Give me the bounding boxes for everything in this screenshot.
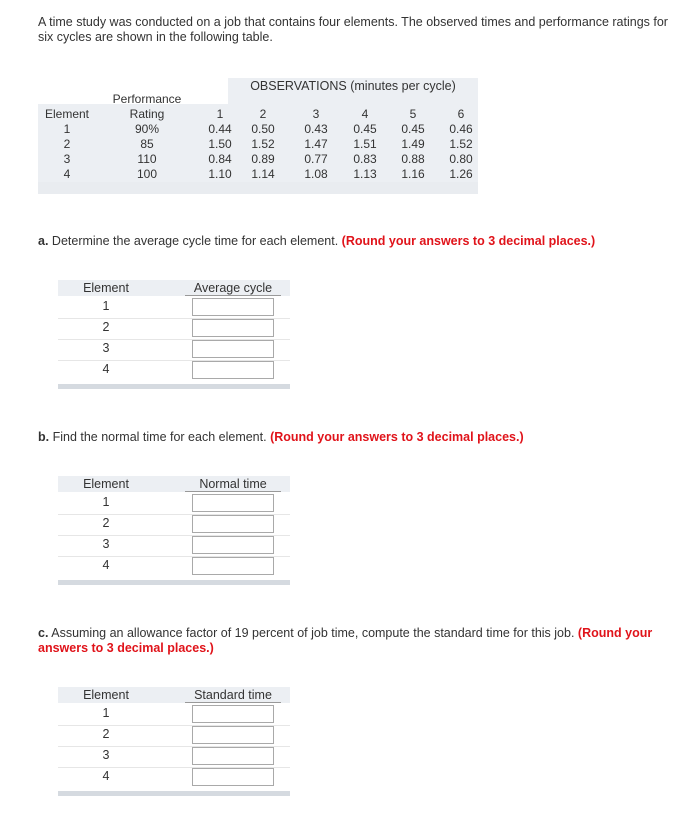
- time-cell: 1.50: [208, 137, 232, 151]
- time-cell: 0.83: [353, 152, 377, 166]
- part_b-element-2: 2: [102, 516, 110, 530]
- time-cell: 0.77: [304, 152, 328, 166]
- part_c-col-value: Standard time: [185, 688, 281, 703]
- time-cell: 0.43: [304, 122, 328, 136]
- part_a-element-3: 3: [102, 341, 110, 355]
- element-header: Element: [44, 107, 90, 121]
- part_c-answer-input-4[interactable]: [192, 768, 274, 786]
- rating-header-line1: Performance: [112, 92, 182, 106]
- part-a-text: Determine the average cycle time for each element.: [51, 234, 339, 248]
- part-a-question: [38, 234, 668, 249]
- part-b-text: Find the normal time for each element.: [52, 430, 267, 444]
- time-cell: 0.89: [251, 152, 275, 166]
- part_c-answer-input-1[interactable]: [192, 705, 274, 723]
- part_b-element-1: 1: [102, 495, 110, 509]
- cycle-header: 2: [259, 107, 267, 121]
- part_c-col-element: Element: [83, 688, 129, 702]
- time-cell: 1.52: [251, 137, 275, 151]
- time-cell: 1.10: [208, 167, 232, 181]
- part-c-label: c.: [38, 626, 49, 640]
- part_c-answer-input-3[interactable]: [192, 747, 274, 765]
- part_b-element-4: 4: [102, 558, 110, 572]
- part_a-element-4: 4: [102, 362, 110, 376]
- part-a-label: a.: [38, 234, 49, 248]
- part_a-answer-input-2[interactable]: [192, 319, 274, 337]
- part-a-note: (Round your answers to 3 decimal places.): [341, 234, 596, 248]
- cycle-header: 3: [312, 107, 320, 121]
- part-b-note: (Round your answers to 3 decimal places.): [270, 430, 524, 444]
- element-cell: 2: [63, 137, 71, 151]
- time-cell: 1.08: [304, 167, 328, 181]
- part_b-footer-band: [58, 580, 290, 585]
- part_c-footer-band: [58, 791, 290, 796]
- time-cell: 1.49: [401, 137, 425, 151]
- part-a-answer-table: [58, 280, 290, 391]
- part_c-element-3: 3: [102, 748, 110, 762]
- cycle-header: 1: [216, 107, 224, 121]
- part_c-answer-input-2[interactable]: [192, 726, 274, 744]
- cycle-header: 5: [409, 107, 417, 121]
- rating-cell: 90%: [134, 122, 160, 136]
- part_a-footer-band: [58, 384, 290, 389]
- part_a-answer-input-4[interactable]: [192, 361, 274, 379]
- part_b-answer-input-2[interactable]: [192, 515, 274, 533]
- part_a-element-1: 1: [102, 299, 110, 313]
- time-cell: 0.80: [449, 152, 473, 166]
- time-cell: 0.50: [251, 122, 275, 136]
- part-b-answer-table: [58, 476, 290, 587]
- part_a-col-element: Element: [83, 281, 129, 295]
- element-cell: 4: [63, 167, 71, 181]
- part-c-text: Assuming an allowance factor of 19 percent of job time, compute the standard time for this job.: [51, 626, 575, 640]
- problem-intro: A time study was conducted on a job that contains four elements. The observed times and performance ratings for six cycles are shown in the following table.: [38, 15, 668, 44]
- part-b-label: b.: [38, 430, 50, 444]
- cycle-header: 4: [361, 107, 369, 121]
- time-cell: 1.16: [401, 167, 425, 181]
- part_b-col-element: Element: [83, 477, 129, 491]
- part_a-col-value: Average cycle: [185, 281, 281, 296]
- part-b-question: [38, 430, 668, 445]
- part_b-answer-input-4[interactable]: [192, 557, 274, 575]
- time-cell: 0.84: [208, 152, 232, 166]
- time-cell: 1.14: [251, 167, 275, 181]
- part_b-element-3: 3: [102, 537, 110, 551]
- rating-cell: 85: [140, 137, 154, 151]
- part_b-answer-input-3[interactable]: [192, 536, 274, 554]
- element-cell: 3: [63, 152, 71, 166]
- observations-footer-band: [38, 182, 478, 194]
- time-cell: 1.51: [353, 137, 377, 151]
- time-cell: 0.88: [401, 152, 425, 166]
- observations-table: [38, 78, 478, 194]
- cycle-header: 6: [457, 107, 465, 121]
- rating-cell: 110: [137, 152, 157, 166]
- part_a-answer-input-1[interactable]: [192, 298, 274, 316]
- part-c-note: (Round your answers to 3 decimal places.): [38, 626, 653, 655]
- time-cell: 0.45: [401, 122, 425, 136]
- rating-cell: 100: [136, 167, 158, 181]
- time-cell: 1.26: [449, 167, 473, 181]
- part_b-answer-input-1[interactable]: [192, 494, 274, 512]
- rating-header-line2: Rating: [129, 107, 165, 121]
- time-cell: 0.44: [208, 122, 232, 136]
- time-cell: 0.45: [353, 122, 377, 136]
- part_a-answer-input-3[interactable]: [192, 340, 274, 358]
- part_c-element-4: 4: [102, 769, 110, 783]
- observations-title: OBSERVATIONS (minutes per cycle): [250, 79, 456, 93]
- part_c-element-1: 1: [102, 706, 110, 720]
- time-cell: 0.46: [449, 122, 473, 136]
- part-c-answer-table: [58, 687, 290, 798]
- part_b-col-value: Normal time: [185, 477, 281, 492]
- time-cell: 1.47: [304, 137, 328, 151]
- part-c-question: [38, 626, 668, 656]
- part_a-element-2: 2: [102, 320, 110, 334]
- part_c-element-2: 2: [102, 727, 110, 741]
- element-cell: 1: [63, 122, 71, 136]
- time-cell: 1.13: [353, 167, 377, 181]
- time-cell: 1.52: [449, 137, 473, 151]
